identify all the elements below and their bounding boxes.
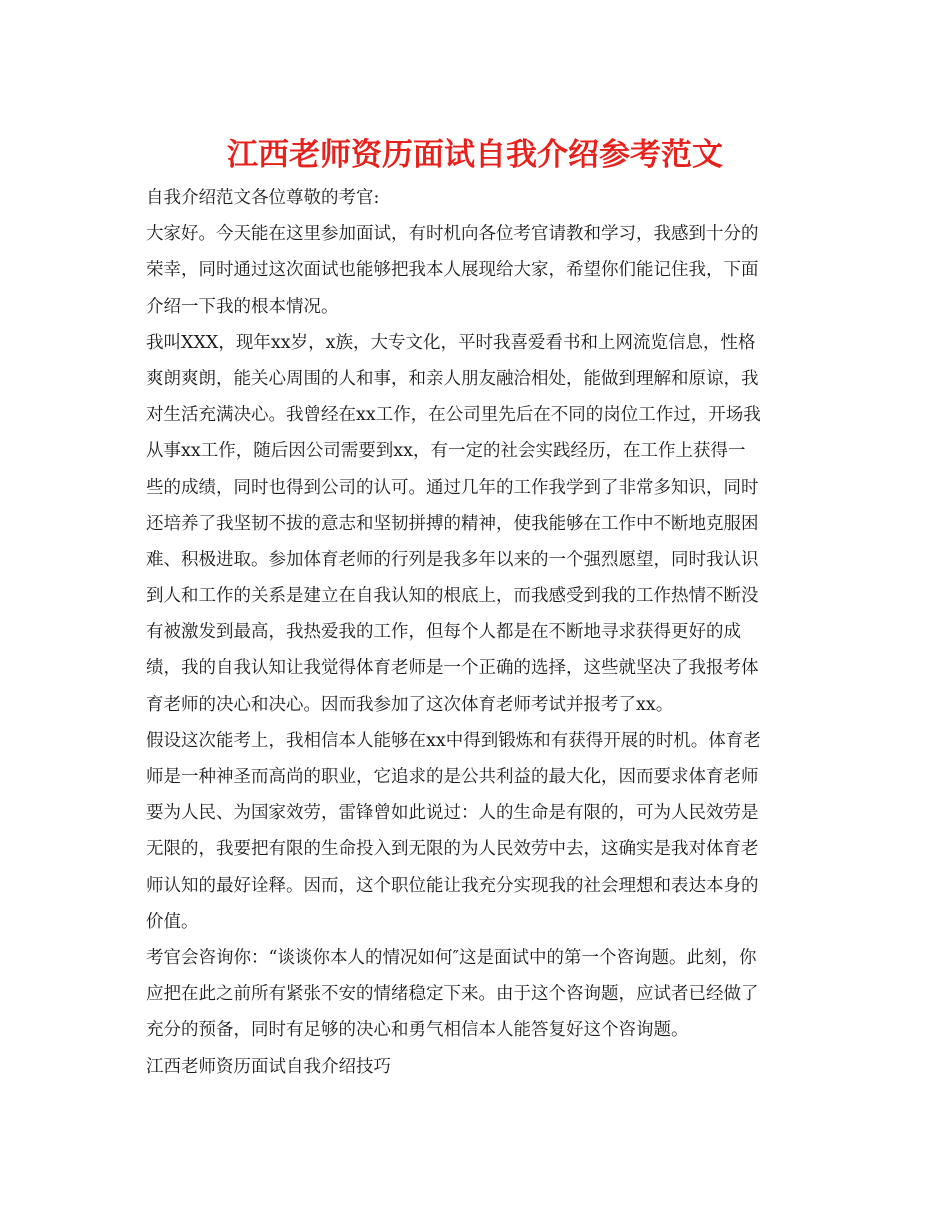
section-heading: 江西老师资历面试自我介绍技巧 [146,1056,391,1077]
text-line: 些的成绩，同时也得到公司的认可。通过几年的工作我学到了非常多知识，同时 [146,477,759,498]
text-line: 爽朗爽朗，能关心周围的人和事，和亲人朋友融洽相处，能做到理解和原谅，我 [146,368,759,389]
text-line: 育老师的决心和决心。因而我参加了这次体育老师考试并报考了xx。 [146,694,674,715]
text-line: 考官会咨询你：“谈谈你本人的情况如何″这是面试中的第一个咨询题。此刻，你 [146,947,757,968]
text-line: 大家好。今天能在这里参加面试，有时机向各位考官请教和学习，我感到十分的 [146,224,759,245]
text-line: 还培养了我坚韧不拔的意志和坚韧拼搏的精神，使我能够在工作中不断地克服困 [146,513,759,534]
text-line: 我叫XXX，现年xx岁，x族，大专文化，平时我喜爱看书和上网流览信息，性格 [146,332,756,353]
text-line: 绩，我的自我认知让我觉得体育老师是一个正确的选择，这些就坚决了我报考体 [146,658,759,679]
text-line: 假设这次能考上，我相信本人能够在xx中得到锻炼和有获得开展的时机。体育老 [146,730,761,751]
text-line: 从事xx工作，随后因公司需要到xx，有一定的社会实践经历，在工作上获得一 [146,441,746,462]
text-line: 自我介绍范文各位尊敬的考官: [146,188,380,208]
text-line: 师认知的最好诠释。因而，这个职位能让我充分实现我的社会理想和表达本身的 [146,875,759,896]
text-line: 荣幸，同时通过这次面试也能够把我本人展现给大家，希望你们能记住我，下面 [146,260,759,281]
text-line: 充分的预备，同时有足够的决心和勇气相信本人能答复好这个咨询题。 [146,1020,689,1041]
text-line: 应把在此之前所有紧张不安的情绪稳定下来。由于这个咨询题，应试者已经做了 [146,984,759,1005]
document-body [146,180,806,1085]
text-line: 有被激发到最高，我热爱我的工作，但每个人都是在不断地寻求获得更好的成 [146,622,741,643]
text-line: 难、积极进取。参加体育老师的行列是我多年以来的一个强烈愿望，同时我认识 [146,549,759,570]
text-line: 要为人民、为国家效劳，雷锋曾如此说过：人的生命是有限的，可为人民效劳是 [146,803,759,824]
document-title: 江西老师资历面试自我介绍参考范文 [227,137,723,173]
text-line: 介绍一下我的根本情况。 [146,296,339,317]
text-line: 无限的，我要把有限的生命投入到无限的为人民效劳中去，这确实是我对体育老 [146,839,759,860]
text-line: 对生活充满决心。我曾经在xx工作，在公司里先后在不同的岗位工作过，开场我 [146,405,761,426]
text-line: 到人和工作的关系是建立在自我认知的根底上，而我感受到我的工作热情不断没 [146,586,759,607]
text-line: 师是一种神圣而高尚的职业，它追求的是公共利益的最大化，因而要求体育老师 [146,767,759,787]
text-line: 价值。 [146,911,199,932]
